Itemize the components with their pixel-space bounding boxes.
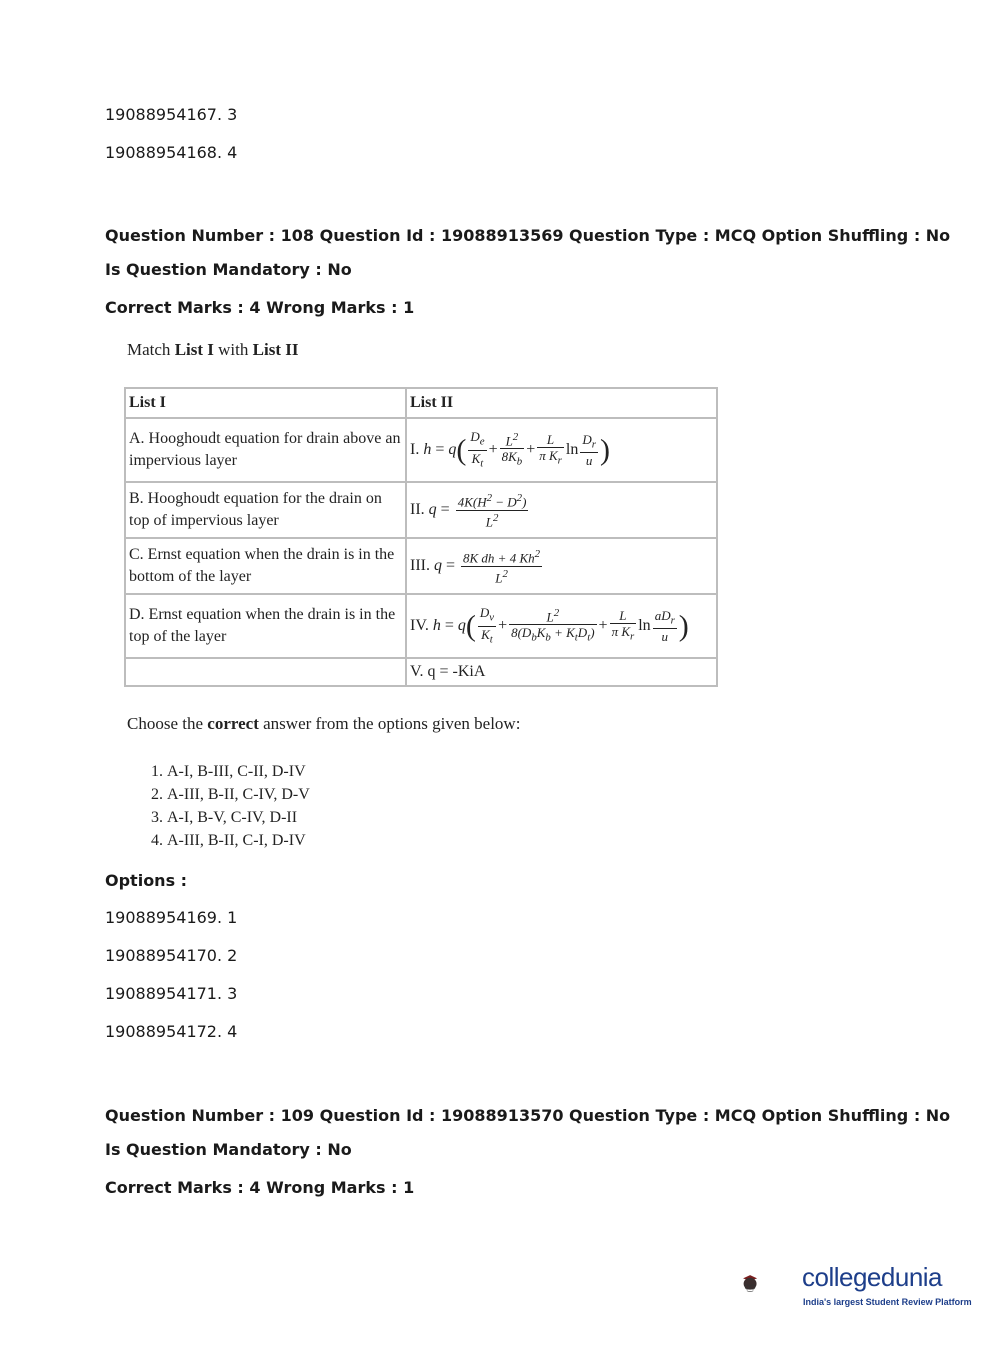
list2-item: II. q = $\frac{4K(H^2 - D^2)}{L^2}$: [406, 482, 717, 538]
list2-item: I. h = q( $\frac{D_e}{K_t}$ + $\frac{L^2}{8K_b}$ + $\frac{L}{\pi K_r}$ ln $\frac{D_r}{u}$ ): [406, 418, 717, 482]
question-header: Question Number : 108 Question Id : 19088913569 Question Type : MCQ Option Shuffling : No: [105, 226, 951, 245]
intro-text: with: [213, 340, 253, 359]
question-mandatory: Is Question Mandatory : No: [105, 260, 352, 279]
list1-item: B. Hooghoudt equation for the drain on top of impervious layer: [125, 482, 406, 538]
option-line: 19088954167. 3: [105, 105, 238, 124]
answer-choices: [127, 760, 310, 852]
option-line: 19088954168. 4: [105, 143, 238, 162]
choose-instruction: [127, 714, 520, 734]
match-table: [124, 387, 718, 687]
list2-label: IV.: [410, 616, 429, 634]
choose-bold: correct: [207, 714, 259, 733]
brand-name: collegedunia: [802, 1262, 943, 1292]
options-label: Options :: [105, 871, 188, 890]
intro-list2: List II: [252, 340, 299, 359]
question-marks: Correct Marks : 4 Wrong Marks : 1: [105, 1178, 415, 1197]
list2-label: II.: [410, 500, 425, 518]
intro-list1: List I: [174, 340, 214, 359]
answer-choice: 3. A-I, B-V, C-IV, D-II: [167, 806, 310, 829]
option-line: 19088954171. 3: [105, 984, 238, 1003]
list2-item: III. q = $\frac{8K dh + 4 Kh^2}{L^2}$: [406, 538, 717, 594]
choose-text: Choose the: [127, 714, 208, 733]
list1-item: D. Ernst equation when the drain is in the top of the layer: [125, 594, 406, 658]
choose-text: answer from the options given below:: [258, 714, 521, 733]
option-line: 19088954172. 4: [105, 1022, 238, 1041]
list2-header: List II: [410, 394, 454, 411]
mascot-icon: [742, 1252, 804, 1316]
option-line: 19088954169. 1: [105, 908, 238, 927]
intro-text: Match: [127, 340, 175, 359]
list1-header: List I: [129, 394, 166, 411]
answer-choice: 2. A-III, B-II, C-IV, D-V: [167, 783, 310, 806]
answer-choice: 4. A-III, B-II, C-I, D-IV: [167, 829, 310, 852]
list2-item: IV. h = q( $\frac{D_v}{K_t}$ + $\frac{L^2}{8(D_bK_b + K_tD_t)}$ + $\frac{L}{\pi K_r}$ ln $\frac{aD_r}{u}$ ): [406, 594, 717, 658]
question-intro: [127, 340, 298, 360]
list2-item: V. q = -KiA: [406, 658, 717, 686]
brand-tagline: India's largest Student Review Platform: [803, 1297, 972, 1307]
list2-label: I.: [410, 440, 420, 458]
list1-item: C. Ernst equation when the drain is in the bottom of the layer: [125, 538, 406, 594]
list1-item: A. Hooghoudt equation for drain above an impervious layer: [125, 418, 406, 482]
question-header: Question Number : 109 Question Id : 19088913570 Question Type : MCQ Option Shuffling : No: [105, 1106, 951, 1125]
answer-choice: 1. A-I, B-III, C-II, D-IV: [167, 760, 310, 783]
question-marks: Correct Marks : 4 Wrong Marks : 1: [105, 298, 415, 317]
option-line: 19088954170. 2: [105, 946, 238, 965]
question-mandatory: Is Question Mandatory : No: [105, 1140, 352, 1159]
list2-label: III.: [410, 556, 430, 574]
